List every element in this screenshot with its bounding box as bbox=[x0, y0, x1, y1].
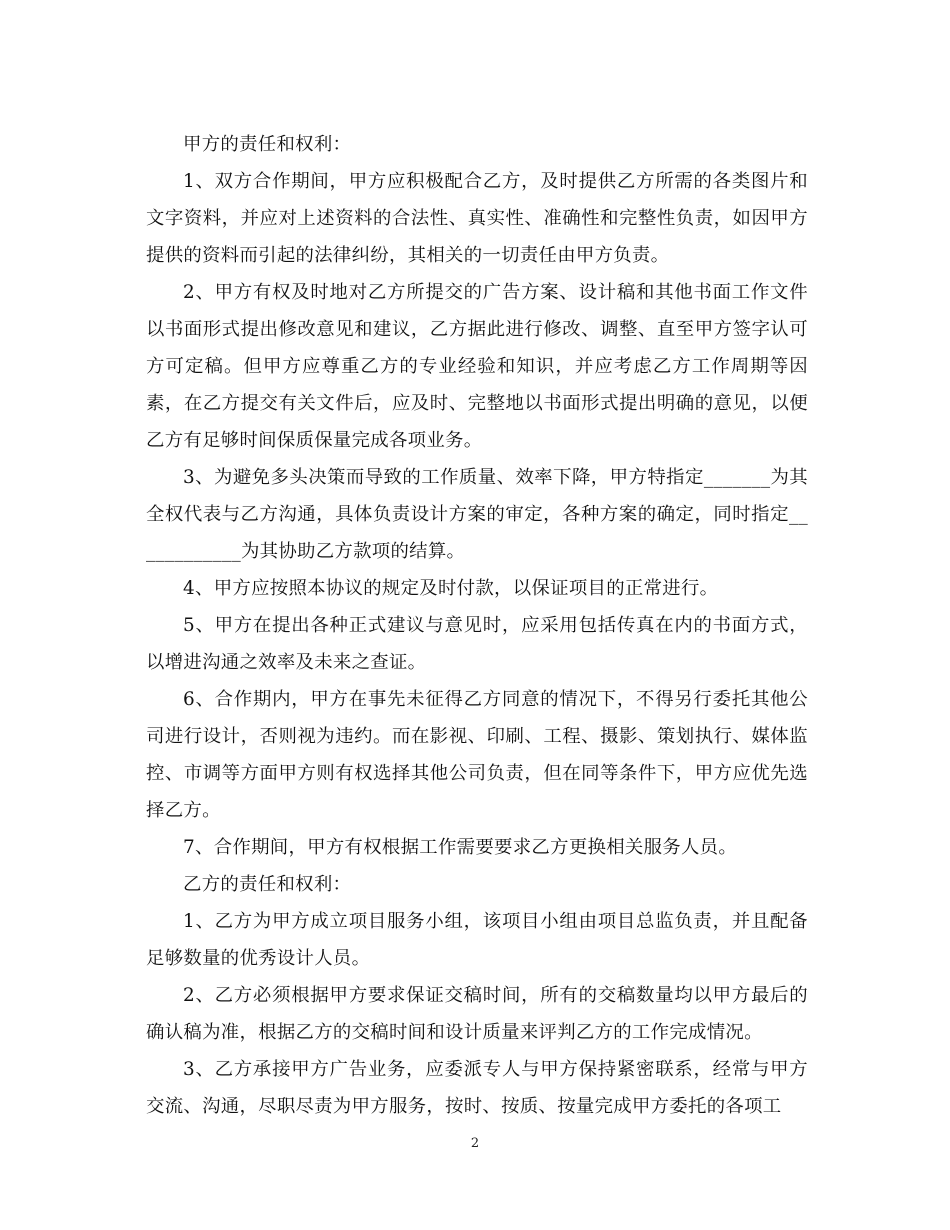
section-heading-party-b: 乙方的责任和权利： bbox=[183, 874, 352, 895]
paragraph: 4、甲方应按照本协议的规定及时付款，以保证项目的正常进行。 bbox=[183, 578, 719, 599]
paragraph: 5、甲方在提出各种正式建议与意见时，应采用包括传真在内的书面方式，以增进沟通之效率及未来之查证。 bbox=[146, 615, 808, 673]
paragraph: 3、乙方承接甲方广告业务，应委派专人与甲方保持紧密联系，经常与甲方交流、沟通，尽职尽责为甲方服务，按时、按质、按量完成甲方委托的各项工 bbox=[146, 1059, 808, 1117]
document-body bbox=[146, 126, 808, 1125]
paragraph: 6、合作期内，甲方在事先未征得乙方同意的情况下，不得另行委托其他公司进行设计，否则视为违约。而在影视、印刷、工程、摄影、策划执行、媒体监控、市调等方面甲方则有权选择其他公司负责，但在同等条件下，甲方应优先选择乙方。 bbox=[146, 689, 808, 821]
paragraph: 2、乙方必须根据甲方要求保证交稿时间，所有的交稿数量均以甲方最后的确认稿为准，根据乙方的交稿时间和设计质量来评判乙方的工作完成情况。 bbox=[146, 985, 808, 1043]
paragraph: 1、乙方为甲方成立项目服务小组，该项目小组由项目总监负责，并且配备足够数量的优秀设计人员。 bbox=[146, 911, 808, 969]
paragraph: 1、双方合作期间，甲方应积极配合乙方，及时提供乙方所需的各类图片和文字资料，并应对上述资料的合法性、真实性、准确性和完整性负责，如因甲方提供的资料而引起的法律纠纷，其相关的一切责任由甲方负责。 bbox=[146, 171, 808, 266]
page-number: 2 bbox=[470, 1136, 480, 1151]
paragraph: 2、甲方有权及时地对乙方所提交的广告方案、设计稿和其他书面工作文件以书面形式提出修改意见和建议，乙方据此进行修改、调整、直至甲方签字认可方可定稿。但甲方应尊重乙方的专业经验和知识，并应考虑乙方工作周期等因素，在乙方提交有关文件后，应及时、完整地以书面形式提出明确的意见，以便乙方有足够时间保质保量完成各项业务。 bbox=[146, 282, 808, 451]
paragraph: 3、为避免多头决策而导致的工作质量、效率下降，甲方特指定_______为其全权代表与乙方沟通，具体负责设计方案的审定，各种方案的确定，同时指定____________为其协助乙方款项的结算。 bbox=[146, 467, 808, 562]
section-heading-party-a: 甲方的责任和权利： bbox=[183, 134, 352, 155]
paragraph: 7、合作期间，甲方有权根据工作需要要求乙方更换相关服务人员。 bbox=[183, 837, 738, 858]
